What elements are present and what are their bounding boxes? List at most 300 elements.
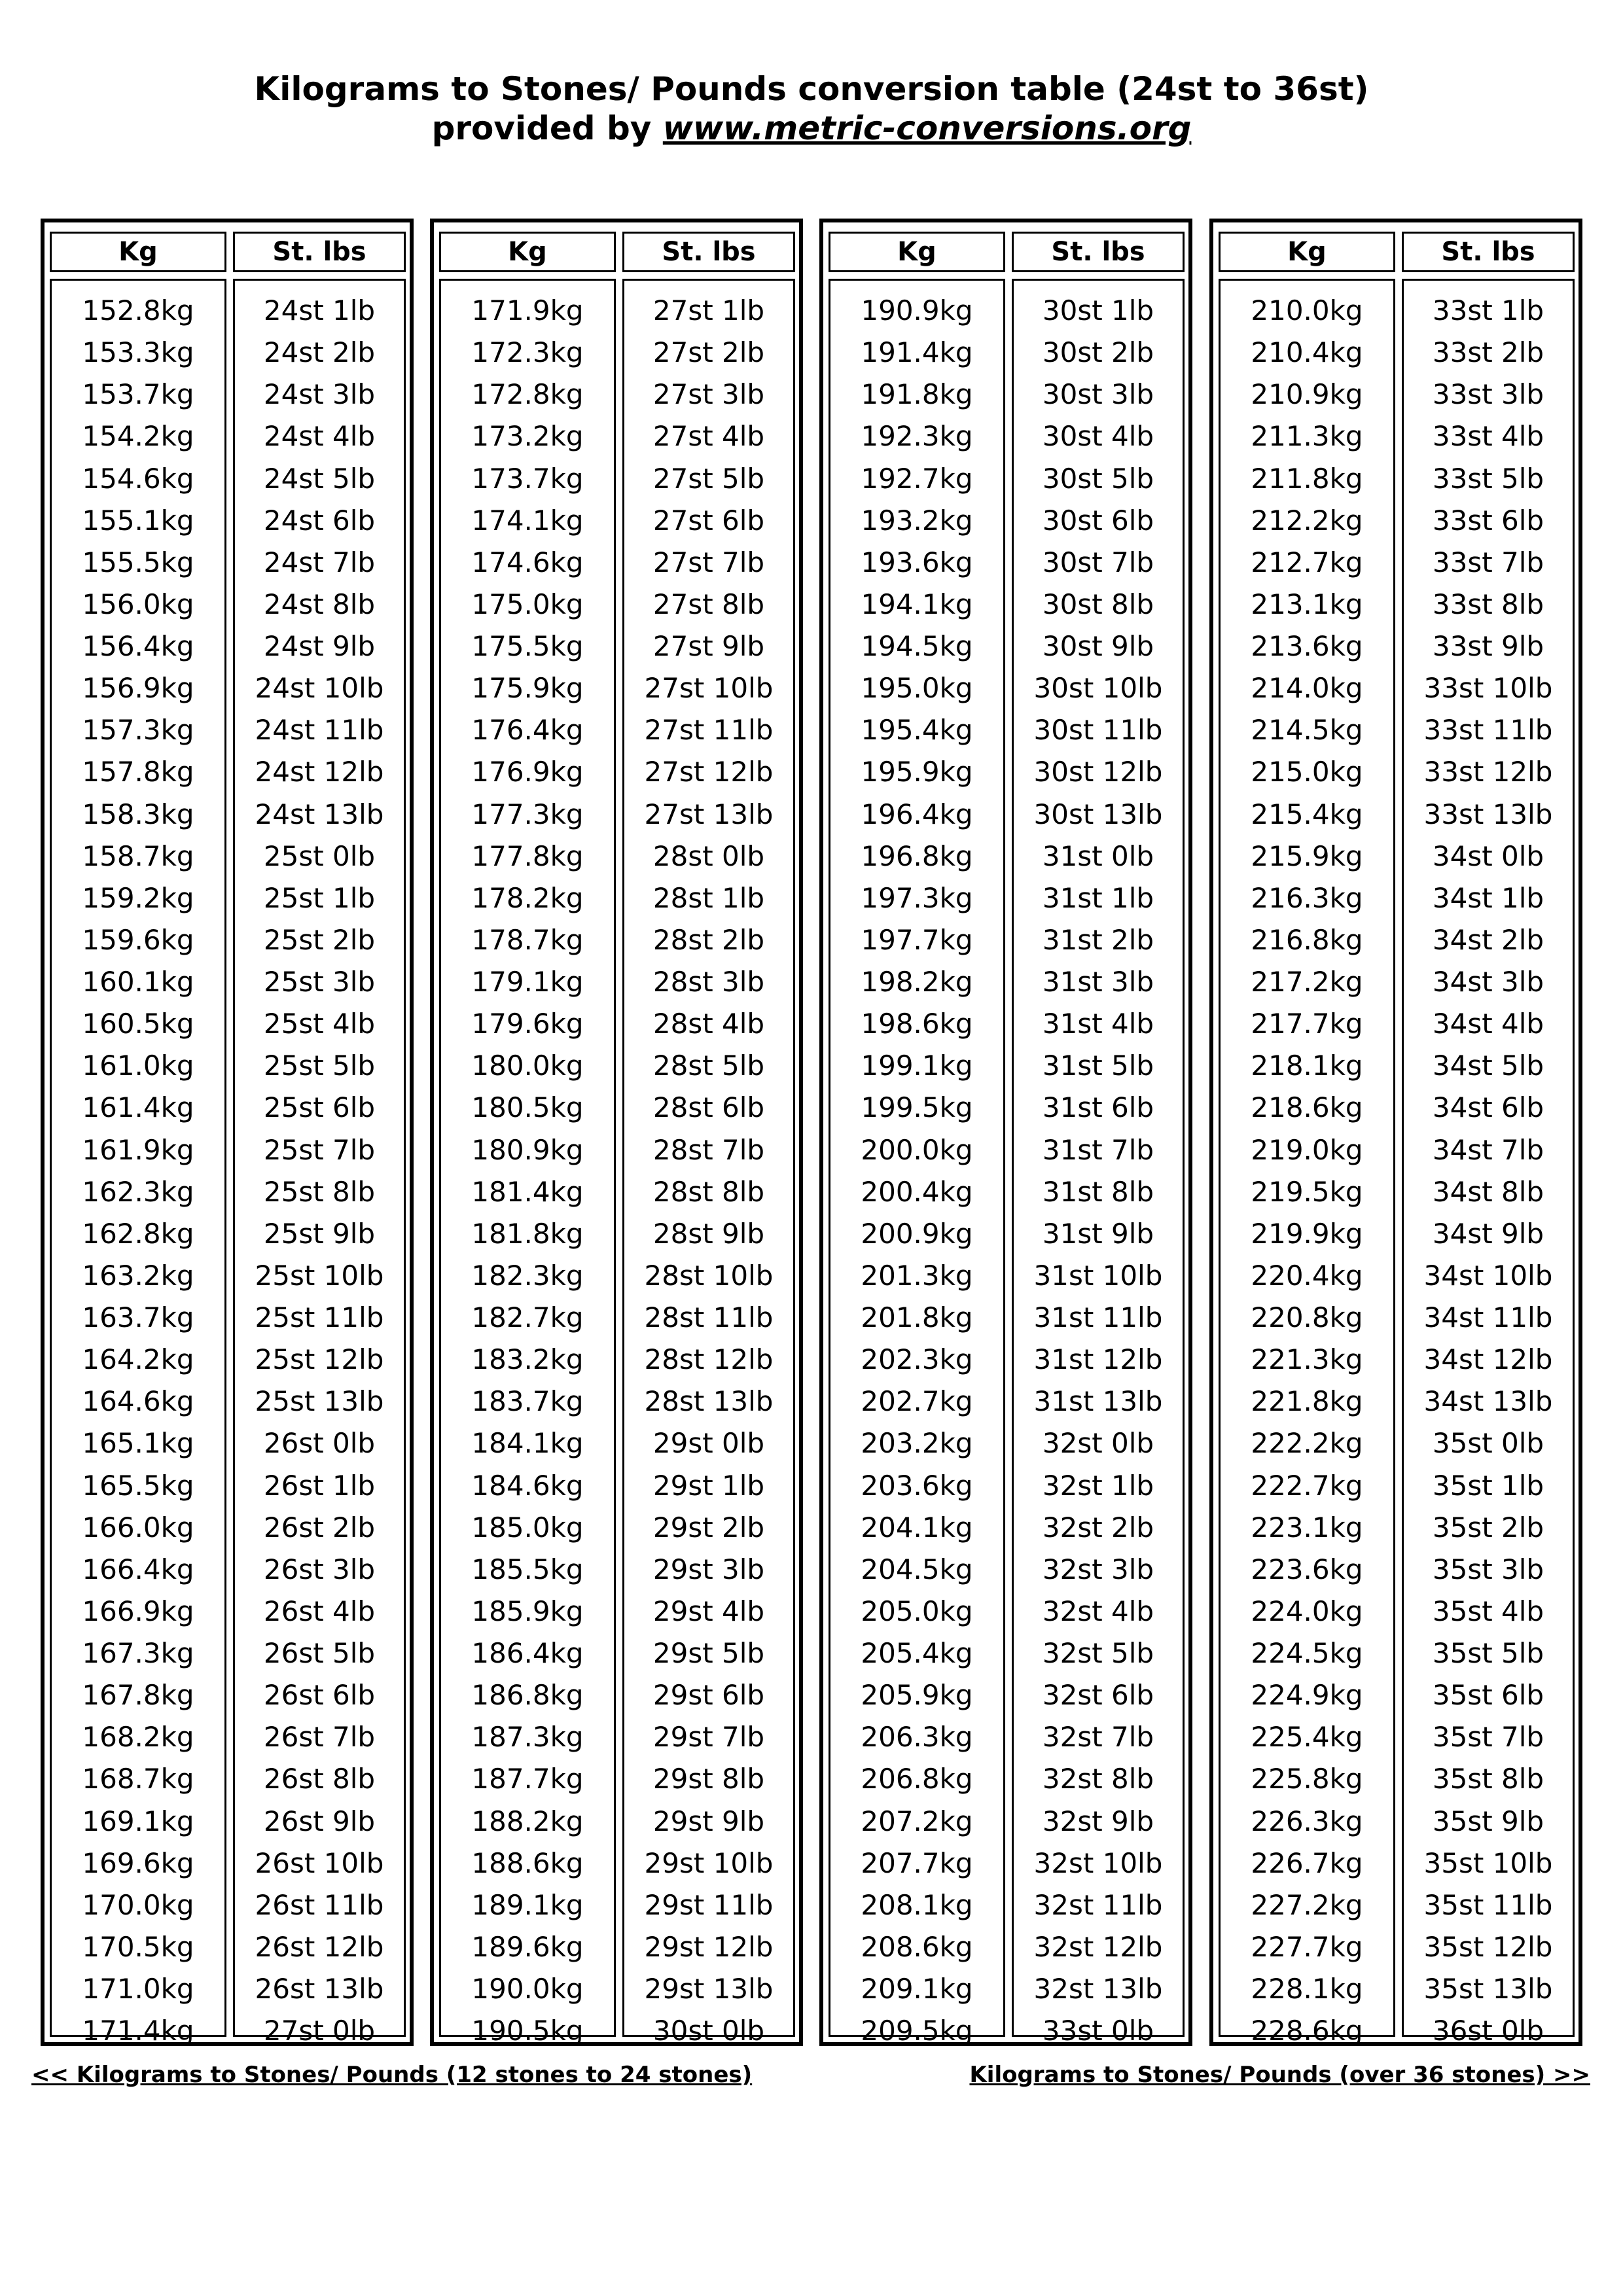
stlbs-cell: 32st 0lb [1042,1427,1154,1460]
stlbs-cell: 27st 7lb [652,546,765,578]
stlbs-cell: 35st 9lb [1432,1805,1544,1837]
stlbs-cell: 27st 3lb [652,378,765,411]
kg-cell: 170.0kg [82,1888,194,1921]
stlbs-cell: 33st 9lb [1432,630,1544,662]
stlbs-cell: 34st 10lb [1423,1259,1553,1292]
stlbs-cell: 31st 6lb [1042,1091,1154,1124]
kg-cell: 156.0kg [82,588,194,620]
stlbs-cell: 25st 12lb [255,1343,384,1376]
stlbs-cell: 28st 5lb [652,1050,765,1082]
stlbs-cell: 29st 8lb [652,1763,765,1795]
kg-cell: 216.8kg [1251,923,1363,956]
kg-cell: 207.2kg [861,1805,973,1837]
stlbs-cell: 24st 6lb [263,504,376,537]
stlbs-cell: 33st 8lb [1432,588,1544,620]
stlbs-cell: 26st 5lb [263,1637,376,1669]
stlbs-cell: 30st 4lb [1042,420,1154,453]
stlbs-cell: 35st 8lb [1432,1763,1544,1795]
stlbs-column [1012,279,1185,2047]
kg-cell: 153.7kg [82,378,194,411]
kg-cell: 210.9kg [1251,378,1363,411]
stlbs-cell: 32st 10lb [1033,1846,1163,1879]
stlbs-cell: 29st 10lb [644,1846,774,1879]
kg-cell: 224.9kg [1251,1679,1363,1712]
stlbs-cell: 30st 9lb [1042,630,1154,662]
kg-cell: 173.2kg [471,420,584,453]
kg-cell: 201.3kg [861,1259,973,1292]
kg-cell: 155.1kg [82,504,194,537]
kg-cell: 223.1kg [1251,1511,1363,1544]
kg-cell: 206.8kg [861,1763,973,1795]
stlbs-cell: 29st 6lb [652,1679,765,1712]
kg-cell: 174.6kg [471,546,584,578]
kg-cell: 160.5kg [82,1008,194,1040]
stlbs-cell: 26st 7lb [263,1721,376,1754]
prev-link[interactable]: << Kilograms to Stones/ Pounds (12 stones to 24 stones) [31,2062,753,2088]
kg-cell: 192.3kg [861,420,973,453]
stlbs-cell: 25st 3lb [263,966,376,998]
conversion-tables [41,219,1594,2046]
kg-cell: 176.9kg [471,756,584,788]
kg-cell: 169.1kg [82,1805,194,1837]
stlbs-cell: 31st 2lb [1042,923,1154,956]
stlbs-cell: 27st 11lb [644,714,774,747]
stlbs-cell: 33st 10lb [1423,672,1553,705]
kg-cell: 220.8kg [1251,1301,1363,1333]
kg-cell: 182.7kg [471,1301,584,1333]
kg-cell: 184.1kg [471,1427,584,1460]
kg-cell: 225.8kg [1251,1763,1363,1795]
stlbs-cell: 28st 9lb [652,1217,765,1250]
kg-cell: 227.7kg [1251,1930,1363,1963]
kg-cell: 191.8kg [861,378,973,411]
stlbs-cell: 36st 0lb [1432,2015,1544,2047]
kg-cell: 158.7kg [82,839,194,872]
kg-cell: 154.2kg [82,420,194,453]
kg-column [439,279,616,2047]
kg-cell: 218.6kg [1251,1091,1363,1124]
kg-cell: 181.4kg [471,1175,584,1208]
stlbs-cell: 24st 4lb [263,420,376,453]
stlbs-cell: 29st 7lb [652,1721,765,1754]
stlbs-cell: 35st 6lb [1432,1679,1544,1712]
stlbs-cell: 29st 12lb [644,1930,774,1963]
kg-cell: 162.3kg [82,1175,194,1208]
kg-column [50,279,226,2047]
kg-cell: 213.1kg [1251,588,1363,620]
stlbs-column [233,279,406,2047]
kg-cell: 185.9kg [471,1595,584,1627]
stlbs-cell: 25st 1lb [263,881,376,914]
stlbs-cell: 32st 12lb [1033,1930,1163,1963]
stlbs-cell: 32st 3lb [1042,1553,1154,1585]
kg-cell: 157.8kg [82,756,194,788]
kg-cell: 165.1kg [82,1427,194,1460]
kg-cell: 184.6kg [471,1469,584,1502]
stlbs-cell: 30st 12lb [1033,756,1163,788]
stlbs-header: St. lbs [233,232,406,272]
stlbs-cell: 28st 12lb [644,1343,774,1376]
kg-cell: 196.8kg [861,839,973,872]
kg-cell: 215.0kg [1251,756,1363,788]
stlbs-cell: 25st 2lb [263,923,376,956]
stlbs-header: St. lbs [1012,232,1185,272]
stlbs-cell: 27st 0lb [263,2015,376,2047]
footer-prev [31,2060,752,2090]
kg-cell: 221.3kg [1251,1343,1363,1376]
kg-cell: 202.7kg [861,1385,973,1418]
kg-header: Kg [1219,232,1395,272]
kg-cell: 183.7kg [471,1385,584,1418]
kg-cell: 187.7kg [471,1763,584,1795]
stlbs-cell: 25st 6lb [263,1091,376,1124]
stlbs-cell: 25st 9lb [263,1217,376,1250]
kg-cell: 217.7kg [1251,1008,1363,1040]
stlbs-cell: 34st 8lb [1432,1175,1544,1208]
kg-cell: 211.8kg [1251,462,1363,495]
kg-cell: 193.2kg [861,504,973,537]
kg-cell: 228.6kg [1251,2015,1363,2047]
stlbs-cell: 32st 1lb [1042,1469,1154,1502]
stlbs-cell: 25st 8lb [263,1175,376,1208]
kg-cell: 199.1kg [861,1050,973,1082]
kg-cell: 216.3kg [1251,881,1363,914]
stlbs-cell: 31st 11lb [1033,1301,1163,1333]
stlbs-cell: 32st 11lb [1033,1888,1163,1921]
kg-cell: 201.8kg [861,1301,973,1333]
kg-cell: 225.4kg [1251,1721,1363,1754]
kg-cell: 213.6kg [1251,630,1363,662]
kg-cell: 177.8kg [471,839,584,872]
stlbs-cell: 34st 4lb [1432,1008,1544,1040]
stlbs-cell: 28st 10lb [644,1259,774,1292]
kg-cell: 177.3kg [471,798,584,830]
stlbs-header: St. lbs [622,232,795,272]
kg-cell: 166.9kg [82,1595,194,1627]
stlbs-cell: 28st 4lb [652,1008,765,1040]
kg-cell: 219.5kg [1251,1175,1363,1208]
stlbs-cell: 33st 11lb [1423,714,1553,747]
stlbs-cell: 34st 9lb [1432,1217,1544,1250]
stlbs-cell: 33st 12lb [1423,756,1553,788]
stlbs-cell: 29st 4lb [652,1595,765,1627]
footer-next [969,2060,1590,2090]
stlbs-cell: 31st 0lb [1042,839,1154,872]
stlbs-cell: 30st 3lb [1042,378,1154,411]
kg-cell: 163.7kg [82,1301,194,1333]
kg-cell: 190.5kg [471,2015,584,2047]
stlbs-cell: 30st 10lb [1033,672,1163,705]
stlbs-cell: 24st 3lb [263,378,376,411]
stlbs-cell: 30st 1lb [1042,294,1154,327]
stlbs-cell: 31st 13lb [1033,1385,1163,1418]
stlbs-cell: 28st 6lb [652,1091,765,1124]
kg-cell: 192.7kg [861,462,973,495]
kg-cell: 214.5kg [1251,714,1363,747]
kg-cell: 161.4kg [82,1091,194,1124]
stlbs-cell: 34st 3lb [1432,966,1544,998]
kg-cell: 228.1kg [1251,1973,1363,2005]
stlbs-cell: 24st 1lb [263,294,376,327]
stlbs-cell: 24st 8lb [263,588,376,620]
kg-cell: 208.1kg [861,1888,973,1921]
kg-cell: 180.5kg [471,1091,584,1124]
stlbs-cell: 28st 7lb [652,1133,765,1166]
table-panel [430,219,803,2046]
kg-header: Kg [829,232,1005,272]
kg-header: Kg [50,232,226,272]
subtitle-prefix: provided by [431,109,663,147]
stlbs-cell: 33st 5lb [1432,462,1544,495]
stlbs-cell: 35st 1lb [1432,1469,1544,1502]
kg-cell: 222.2kg [1251,1427,1363,1460]
stlbs-cell: 27st 4lb [652,420,765,453]
stlbs-cell: 29st 1lb [652,1469,765,1502]
kg-cell: 190.9kg [861,294,973,327]
stlbs-cell: 33st 4lb [1432,420,1544,453]
stlbs-cell: 29st 13lb [644,1973,774,2005]
table-panel [41,219,414,2046]
stlbs-cell: 27st 12lb [644,756,774,788]
stlbs-cell: 28st 3lb [652,966,765,998]
kg-cell: 197.3kg [861,881,973,914]
stlbs-cell: 31st 12lb [1033,1343,1163,1376]
kg-cell: 168.2kg [82,1721,194,1754]
stlbs-cell: 27st 13lb [644,798,774,830]
stlbs-cell: 26st 0lb [263,1427,376,1460]
kg-cell: 155.5kg [82,546,194,578]
stlbs-cell: 28st 11lb [644,1301,774,1333]
stlbs-cell: 30st 2lb [1042,336,1154,369]
stlbs-cell: 26st 8lb [263,1763,376,1795]
kg-cell: 203.2kg [861,1427,973,1460]
stlbs-cell: 28st 8lb [652,1175,765,1208]
kg-cell: 210.4kg [1251,336,1363,369]
stlbs-cell: 30st 5lb [1042,462,1154,495]
kg-cell: 227.2kg [1251,1888,1363,1921]
table-panel [819,219,1192,2046]
kg-cell: 179.6kg [471,1008,584,1040]
kg-cell: 175.5kg [471,630,584,662]
stlbs-cell: 34st 1lb [1432,881,1544,914]
stlbs-cell: 29st 5lb [652,1637,765,1669]
stlbs-cell: 27st 10lb [644,672,774,705]
stlbs-cell: 32st 5lb [1042,1637,1154,1669]
kg-cell: 162.8kg [82,1217,194,1250]
stlbs-cell: 25st 0lb [263,839,376,872]
kg-cell: 198.2kg [861,966,973,998]
kg-cell: 159.2kg [82,881,194,914]
kg-cell: 189.6kg [471,1930,584,1963]
stlbs-cell: 32st 2lb [1042,1511,1154,1544]
kg-cell: 156.4kg [82,630,194,662]
kg-cell: 215.9kg [1251,839,1363,872]
kg-cell: 181.8kg [471,1217,584,1250]
stlbs-cell: 28st 1lb [652,881,765,914]
kg-cell: 200.9kg [861,1217,973,1250]
kg-cell: 224.5kg [1251,1637,1363,1669]
kg-cell: 171.0kg [82,1973,194,2005]
stlbs-cell: 31st 1lb [1042,881,1154,914]
stlbs-cell: 34st 0lb [1432,839,1544,872]
stlbs-cell: 27st 9lb [652,630,765,662]
stlbs-column [1402,279,1575,2047]
kg-cell: 204.5kg [861,1553,973,1585]
kg-cell: 200.4kg [861,1175,973,1208]
kg-cell: 193.6kg [861,546,973,578]
kg-cell: 168.7kg [82,1763,194,1795]
kg-cell: 197.7kg [861,923,973,956]
stlbs-cell: 24st 9lb [263,630,376,662]
kg-cell: 170.5kg [82,1930,194,1963]
kg-cell: 159.6kg [82,923,194,956]
stlbs-cell: 25st 4lb [263,1008,376,1040]
kg-cell: 160.1kg [82,966,194,998]
stlbs-cell: 26st 1lb [263,1469,376,1502]
stlbs-cell: 28st 13lb [644,1385,774,1418]
stlbs-cell: 24st 12lb [255,756,384,788]
kg-cell: 169.6kg [82,1846,194,1879]
stlbs-header: St. lbs [1402,232,1575,272]
kg-cell: 205.4kg [861,1637,973,1669]
kg-cell: 204.1kg [861,1511,973,1544]
kg-cell: 174.1kg [471,504,584,537]
kg-cell: 165.5kg [82,1469,194,1502]
stlbs-cell: 30st 0lb [652,2015,765,2047]
kg-cell: 203.6kg [861,1469,973,1502]
kg-cell: 188.6kg [471,1846,584,1879]
kg-cell: 175.0kg [471,588,584,620]
kg-cell: 223.6kg [1251,1553,1363,1585]
kg-cell: 185.5kg [471,1553,584,1585]
kg-cell: 154.6kg [82,462,194,495]
stlbs-cell: 32st 6lb [1042,1679,1154,1712]
stlbs-cell: 24st 7lb [263,546,376,578]
kg-cell: 157.3kg [82,714,194,747]
kg-cell: 185.0kg [471,1511,584,1544]
kg-cell: 224.0kg [1251,1595,1363,1627]
stlbs-cell: 28st 0lb [652,839,765,872]
kg-cell: 186.8kg [471,1679,584,1712]
stlbs-cell: 35st 7lb [1432,1721,1544,1754]
kg-cell: 182.3kg [471,1259,584,1292]
kg-cell: 175.9kg [471,672,584,705]
kg-cell: 171.9kg [471,294,584,327]
kg-cell: 166.4kg [82,1553,194,1585]
stlbs-cell: 24st 2lb [263,336,376,369]
stlbs-cell: 24st 11lb [255,714,384,747]
stlbs-column [622,279,795,2047]
stlbs-cell: 33st 2lb [1432,336,1544,369]
kg-cell: 214.0kg [1251,672,1363,705]
stlbs-cell: 32st 7lb [1042,1721,1154,1754]
stlbs-cell: 26st 3lb [263,1553,376,1585]
kg-column [1219,279,1395,2047]
stlbs-cell: 28st 2lb [652,923,765,956]
kg-cell: 221.8kg [1251,1385,1363,1418]
kg-cell: 212.2kg [1251,504,1363,537]
kg-cell: 173.7kg [471,462,584,495]
kg-cell: 205.9kg [861,1679,973,1712]
kg-cell: 210.0kg [1251,294,1363,327]
kg-header: Kg [439,232,616,272]
stlbs-cell: 35st 5lb [1432,1637,1544,1669]
kg-cell: 195.9kg [861,756,973,788]
kg-cell: 226.7kg [1251,1846,1363,1879]
stlbs-cell: 31st 10lb [1033,1259,1163,1292]
kg-cell: 212.7kg [1251,546,1363,578]
kg-cell: 205.0kg [861,1595,973,1627]
stlbs-cell: 30st 6lb [1042,504,1154,537]
stlbs-cell: 30st 13lb [1033,798,1163,830]
stlbs-cell: 25st 10lb [255,1259,384,1292]
stlbs-cell: 29st 11lb [644,1888,774,1921]
kg-cell: 166.0kg [82,1511,194,1544]
stlbs-cell: 33st 1lb [1432,294,1544,327]
kg-cell: 208.6kg [861,1930,973,1963]
stlbs-cell: 26st 4lb [263,1595,376,1627]
kg-cell: 226.3kg [1251,1805,1363,1837]
kg-cell: 158.3kg [82,798,194,830]
stlbs-cell: 27st 5lb [652,462,765,495]
kg-column [829,279,1005,2047]
stlbs-cell: 26st 12lb [255,1930,384,1963]
kg-cell: 194.1kg [861,588,973,620]
kg-cell: 167.8kg [82,1679,194,1712]
kg-cell: 163.2kg [82,1259,194,1292]
stlbs-cell: 26st 11lb [255,1888,384,1921]
stlbs-cell: 34st 7lb [1432,1133,1544,1166]
stlbs-cell: 26st 13lb [255,1973,384,2005]
stlbs-cell: 25st 13lb [255,1385,384,1418]
kg-cell: 206.3kg [861,1721,973,1754]
stlbs-cell: 32st 8lb [1042,1763,1154,1795]
kg-cell: 152.8kg [82,294,194,327]
kg-cell: 176.4kg [471,714,584,747]
stlbs-cell: 34st 13lb [1423,1385,1553,1418]
stlbs-cell: 31st 5lb [1042,1050,1154,1082]
kg-cell: 164.2kg [82,1343,194,1376]
next-link[interactable]: Kilograms to Stones/ Pounds (over 36 stones) >> [969,2062,1590,2088]
stlbs-cell: 34st 6lb [1432,1091,1544,1124]
kg-cell: 172.3kg [471,336,584,369]
stlbs-cell: 30st 11lb [1033,714,1163,747]
table-panel [1209,219,1582,2046]
stlbs-cell: 25st 5lb [263,1050,376,1082]
kg-cell: 172.8kg [471,378,584,411]
kg-cell: 161.0kg [82,1050,194,1082]
kg-cell: 200.0kg [861,1133,973,1166]
stlbs-cell: 24st 10lb [255,672,384,705]
kg-cell: 215.4kg [1251,798,1363,830]
kg-cell: 222.7kg [1251,1469,1363,1502]
stlbs-cell: 30st 8lb [1042,588,1154,620]
stlbs-cell: 24st 5lb [263,462,376,495]
stlbs-cell: 27st 1lb [652,294,765,327]
kg-cell: 178.7kg [471,923,584,956]
site-link[interactable]: www.metric-conversions.org [662,109,1192,147]
kg-cell: 219.9kg [1251,1217,1363,1250]
kg-cell: 209.1kg [861,1973,973,2005]
stlbs-cell: 26st 2lb [263,1511,376,1544]
stlbs-cell: 29st 2lb [652,1511,765,1544]
stlbs-cell: 34st 2lb [1432,923,1544,956]
kg-cell: 189.1kg [471,1888,584,1921]
stlbs-cell: 29st 3lb [652,1553,765,1585]
stlbs-cell: 27st 6lb [652,504,765,537]
stlbs-cell: 31st 8lb [1042,1175,1154,1208]
stlbs-cell: 27st 2lb [652,336,765,369]
